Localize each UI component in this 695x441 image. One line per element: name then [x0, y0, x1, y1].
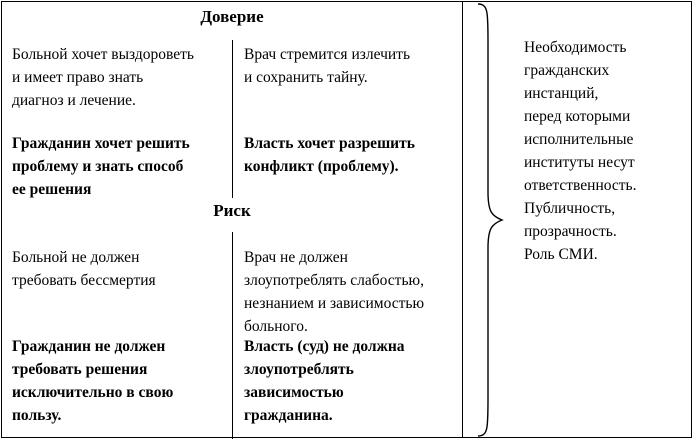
right-curly-brace	[470, 2, 510, 438]
risk-citizen-text: Гражданин не должен требовать решения исключительно в свою пользу.	[12, 338, 174, 424]
column-divider-middle-lower	[232, 232, 233, 439]
heading-trust: Доверие	[200, 7, 264, 26]
heading-risk: Риск	[213, 201, 251, 220]
column-divider-middle	[232, 40, 233, 198]
trust-doctor-text: Врач стремится излечить и сохранить тайну.	[244, 46, 411, 86]
column-divider-right	[462, 1, 463, 438]
conclusion-text: Необходимость гражданских инстанций, перед которыми исполнительные институты несут ответственность. Публичность, прозрачность. Роль СМИ.	[524, 39, 637, 263]
trust-patient-text: Больной хочет выздороветь и имеет право знать диагноз и лечение.	[12, 46, 194, 109]
risk-doctor-text: Врач не должен злоупотреблять слабостью, незнанием и зависимостью больного.	[244, 249, 425, 335]
trust-citizen-text: Гражданин хочет решить проблему и знать способ ее решения	[12, 135, 190, 198]
risk-authority-text: Власть (суд) не должна злоупотреблять зависимостью гражданина.	[244, 338, 405, 424]
trust-authority-text: Власть хочет разрешить конфликт (проблему).	[244, 135, 415, 175]
risk-patient-text: Больной не должен требовать бессмертия	[12, 249, 156, 289]
